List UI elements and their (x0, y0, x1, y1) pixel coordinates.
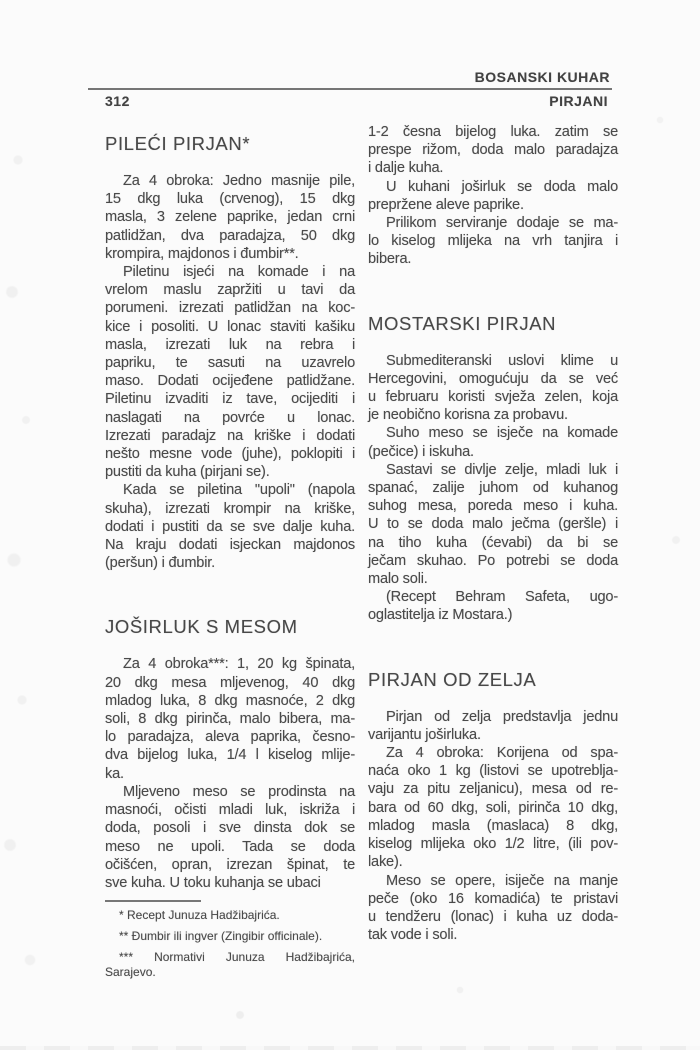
text-line: maso. Dodati ocijeđene patlidžane. (105, 373, 355, 390)
text-line: U kuhani joširluk se doda malo (386, 178, 618, 195)
text-line: Prilikom serviranje dodaje se ma- (386, 215, 618, 232)
text-line: lo paradajza, aleva paprika, česno- (105, 729, 355, 746)
text-line: Hercegovini, omogućuju da se već (368, 370, 618, 387)
paragraph (368, 461, 618, 588)
paragraph (368, 214, 618, 269)
page-header (88, 68, 612, 110)
footnote (105, 950, 355, 980)
text-line: prepržene aleve paprike. (368, 196, 524, 213)
text-line: ** Đumbir ili ingver (Zingibir officinale). (119, 929, 323, 944)
text-line: suhog mesa, poreda meso i kuha. (368, 498, 618, 515)
text-line: doda, posoli i sve dinsta dok se (105, 820, 355, 837)
text-line: meso ne upoli. Tada se doda (105, 838, 355, 855)
right-column (368, 123, 618, 980)
text-line: bibera. (368, 251, 412, 268)
text-line: vrelom maslu zapržiti u tavi da (105, 282, 355, 299)
text-line: skuha), izrezati krompir na kriške, (105, 500, 355, 517)
chapter-title: PIRJANI (549, 93, 608, 109)
text-line: naća oko 1 kg (listovi se upotreblja- (368, 763, 618, 780)
text-line: Za 4 obroka: Korijena od spa- (386, 745, 618, 762)
text-line: vaju za pitu zeljanicu), mesa od re- (368, 781, 618, 798)
text-line: Izrezati paradajz na kriške i dodati (105, 427, 355, 444)
paragraph (105, 783, 355, 892)
paragraph (105, 172, 355, 263)
text-line: varijantu joširluka. (368, 726, 481, 743)
text-line: (peršun) i đumbir. (105, 555, 215, 572)
text-line: u tendžeru (lonac) i kuha uz doda- (368, 908, 618, 925)
text-line: lo kiselog mlijeka na vrh tanjira i (368, 233, 618, 250)
text-line: peče (oko 16 komadića) te pristavi (368, 890, 618, 907)
text-line: Na kraju dodati isjeckan majdonos (105, 537, 355, 554)
footnote (105, 929, 355, 944)
text-line: dva bijelog luka, 1/4 l kiselog mlije- (105, 747, 355, 764)
text-line: malo soli. (368, 571, 428, 588)
text-line: pustiti da kuha (pirjani se). (105, 464, 270, 481)
text-line: naslagati na povrće u lonac. (105, 409, 355, 426)
text-line: * Recept Junuza Hadžibajrića. (119, 908, 280, 923)
text-line: Mljeveno meso se prodinsta na (123, 783, 355, 800)
paragraph (368, 178, 618, 214)
text-line: patlidžan, dva paradajza, 50 dkg (105, 227, 355, 244)
text-line: kiselog mlijeka oko 1/2 litre, (ili pov- (368, 836, 618, 853)
text-line: krompira, majdonos i đumbir**. (105, 245, 299, 262)
text-line: porumeni. izrezati patlidžan na koc- (105, 300, 355, 317)
header-rule (88, 88, 612, 90)
text-line: očišćen, opran, izrezan špinat, te (105, 856, 355, 873)
text-line: bara od 60 dkg, soli, pirinča 10 dkg, (368, 799, 618, 816)
two-column-body (105, 123, 618, 980)
footnote-divider (105, 900, 201, 902)
recipe-heading: MOSTARSKI PIRJAN (368, 312, 557, 334)
page-bottom-edge (0, 1046, 700, 1050)
text-line: masnoći, očisti mladi luk, iskriža i (105, 802, 355, 819)
text-line: 20 dkg mesa mljevenog, 40 dkg (105, 674, 355, 691)
text-line: oglastitelja iz Mostara.) (368, 607, 513, 624)
paragraph (105, 655, 355, 782)
text-line: Za 4 obroka: Jedno masnije pile, (123, 173, 355, 189)
text-line: Za 4 obroka***: 1, 20 kg špinata, (123, 656, 355, 673)
paragraph (368, 872, 618, 945)
text-line: masla, izrezati luk na rebra i (105, 336, 355, 353)
text-line: Piletinu izvaditi iz tave, ocijediti i (105, 391, 355, 408)
text-line: 1-2 česna bijelog luka. zatim se (368, 124, 618, 140)
text-line: nešto mesne vode (juhe), poklopiti i (105, 446, 355, 463)
text-line: Submediteranski uslovi klime u (386, 352, 618, 369)
text-line: masla, 3 zelene paprike, jedan crni (105, 209, 355, 226)
text-line: dodati i pustiti da se sve dalje kuha. (105, 518, 355, 535)
text-line: papriku, te sasuti na uzavrelo (105, 355, 355, 372)
text-line: u februaru koristi svježa zelen, koja (368, 389, 618, 406)
recipe-heading: PILEĆI PIRJAN* (105, 133, 251, 154)
text-line: Kada se piletina "upoli" (napola (123, 482, 355, 499)
text-line: ka. (105, 765, 124, 782)
text-line: kice i posoliti. U lonac staviti kašiku (105, 318, 355, 335)
text-line: Pirjan od zelja predstavlja jednu (386, 708, 618, 725)
paragraph (368, 708, 618, 744)
text-line: *** Normativi Junuza Hadžibajrića, (119, 950, 355, 965)
paragraph (368, 744, 618, 871)
paragraph (368, 352, 618, 425)
left-column (105, 123, 355, 980)
text-line: mladog luka, 8 dkg masnoće, 2 dkg (105, 692, 355, 709)
text-line: Suho meso se isječe na komade (386, 425, 618, 442)
text-line: je neobično korisna za probavu. (368, 407, 568, 424)
text-line: prespe rižom, doda malo paradajza (368, 142, 618, 159)
page-number: 312 (105, 93, 130, 109)
header-row (88, 92, 612, 110)
text-line: Sastavi se divlje zelje, mladi luk i (386, 461, 618, 478)
text-line: na tiho kuha (ćevabi) da bi se (368, 534, 618, 551)
text-line: tak vode i soli. (368, 927, 458, 944)
text-line: U to se doda malo ječma (geršle) i (368, 516, 618, 533)
recipe-heading: JOŠIRLUK S MESOM (105, 616, 298, 638)
text-line: spanać, zalije juhom od kuhanog (368, 480, 618, 497)
recipe-heading: PIRJAN OD ZELJA (368, 668, 537, 690)
paragraph (105, 481, 355, 572)
text-line: i dalje kuha. (368, 160, 444, 177)
text-line: (Recept Behram Safeta, ugo- (386, 589, 618, 606)
text-line: mladog masla (maslaca) 8 dkg, (368, 817, 618, 834)
paragraph (368, 123, 618, 178)
paragraph (368, 424, 618, 460)
text-line: sve kuha. U toku kuhanja se ubaci (105, 874, 321, 891)
text-line: ječam skuhao. Po potrebi se doda (368, 552, 618, 569)
text-line: lake). (368, 854, 403, 871)
text-line: Meso se opere, isiječe na manje (386, 872, 618, 889)
book-title: BOSANSKI KUHAR (474, 69, 610, 85)
text-line: (pečice) i iskuha. (368, 443, 474, 460)
text-line: soli, 8 dkg pirinča, malo bibera, ma- (105, 711, 355, 728)
text-line: 15 dkg luka (crvenog), 15 dkg (105, 191, 355, 208)
text-line: Piletinu isjeći na komade i na (123, 264, 355, 281)
paragraph (368, 588, 618, 624)
text-line: Sarajevo. (105, 965, 156, 980)
footnote (105, 908, 355, 923)
paragraph (105, 263, 355, 481)
